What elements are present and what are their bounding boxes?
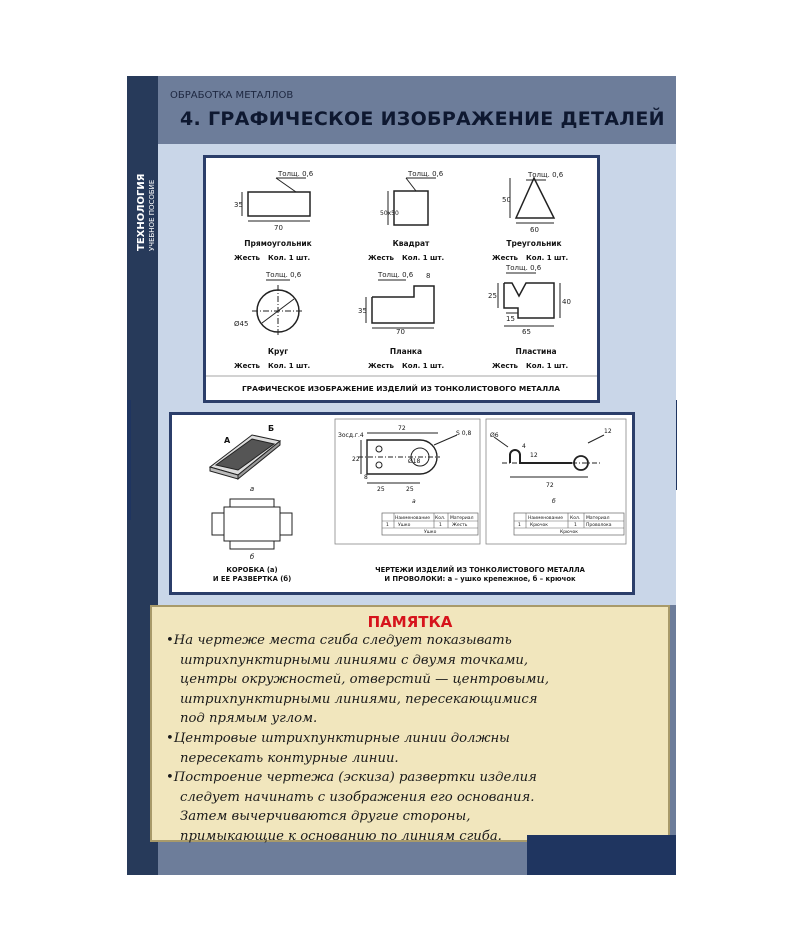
section-label: ОБРАБОТКА МЕТАЛЛОВ — [170, 90, 294, 101]
memo-p1-line5: под прямым углом. — [180, 711, 318, 727]
square-dim: 50х50 — [380, 210, 399, 217]
rect-dim-width: 70 — [274, 224, 283, 232]
ear-thickness: S 0,8 — [456, 430, 472, 437]
memo-box — [150, 605, 670, 842]
side-sub-label: УЧЕБНОЕ ПОСОБИЕ — [148, 179, 156, 251]
plate-dim-left: 25 — [488, 292, 497, 300]
hook-dim-length: 72 — [546, 482, 554, 489]
material-plate: Жесть — [492, 362, 518, 370]
circle-thickness: Толщ. 0,6 — [266, 271, 302, 279]
label-triangle: Треугольник — [506, 239, 562, 248]
label-rectangle: Прямоугольник — [244, 239, 312, 248]
ear-label-a: а — [412, 498, 416, 505]
memo-p1-line1: На чертеже места сгиба следует показывать — [173, 633, 512, 648]
ear-table-head-mat: Материал — [450, 516, 474, 521]
plank-dim-width: 70 — [396, 328, 405, 336]
hook-table-row: Крючок — [530, 523, 548, 528]
box-dim-b: Б — [268, 424, 275, 433]
memo-list — [166, 631, 656, 847]
label-circle: Круг — [267, 347, 289, 356]
qty-plate: Кол. 1 шт. — [526, 362, 569, 370]
bullet-2: • — [166, 730, 174, 746]
hook-table-mat: Проволока — [586, 523, 612, 528]
plank-dim-notch: 8 — [426, 272, 431, 280]
drawings-caption-2: И ПРОВОЛОКИ: а – ушко крепежное, б – крючок — [384, 575, 576, 583]
hook-table-head-mat: Материал — [586, 516, 610, 521]
sheet-metal-panel — [203, 155, 600, 403]
page-title: 4. ГРАФИЧЕСКОЕ ИЗОБРАЖЕНИЕ ДЕТАЛЕЙ — [180, 108, 665, 130]
plate-dim-notch: 15 — [506, 315, 515, 323]
qty-plank: Кол. 1 шт. — [402, 362, 445, 370]
hook-table-head-qty: Кол. — [570, 516, 581, 521]
side-main-label: ТЕХНОЛОГИЯ — [136, 173, 147, 251]
memo-item-2 — [166, 729, 656, 768]
ear-dim-right: 25 — [406, 486, 414, 493]
ear-dim-width: 72 — [398, 425, 406, 432]
material-square: Жесть — [368, 254, 394, 262]
ear-table-row: Ушко — [398, 523, 411, 528]
box-dim-a: А — [224, 436, 231, 445]
material-circle: Жесть — [234, 362, 260, 370]
ear-note: Зосд.г.4 — [338, 432, 364, 439]
hook-table-num: 1 — [518, 523, 521, 528]
plate-dim-width: 65 — [522, 328, 531, 336]
ear-table-mat: Жесть — [452, 523, 468, 528]
hook-dim-diameter: Ø6 — [490, 432, 499, 439]
drawings-svg — [172, 415, 632, 592]
triangle-thickness: Толщ. 0,6 — [528, 171, 564, 179]
ear-table-head-name: Наименование — [395, 516, 430, 521]
circle-dim: Ø45 — [234, 320, 249, 328]
hook-dim-4: 4 — [522, 443, 526, 450]
hook-table-title: Крючок — [560, 530, 578, 535]
memo-p3-line4: примыкающие к основанию по линиям сгиба. — [180, 828, 502, 844]
drawings-panel — [169, 412, 635, 595]
memo-p1-line4: штрихпунктирными линиями, пересекающимися — [180, 691, 538, 707]
memo-p3-line2: следует начинать с изображения его основания. — [180, 789, 535, 805]
memo-p2-line1: Центровые штрихпунктирные линии должны — [173, 730, 510, 746]
triangle-dim-base: 60 — [530, 226, 539, 234]
rect-thickness: Толщ. 0,6 — [278, 170, 314, 178]
memo-p1-line2: штрихпунктирными линиями с двумя точками, — [180, 652, 529, 668]
ear-table-num: 1 — [386, 523, 389, 528]
ear-table-title: Ушко — [424, 530, 437, 535]
side-title — [127, 76, 158, 256]
hook-table-qty: 1 — [574, 523, 577, 528]
material-rect: Жесть — [234, 254, 260, 262]
memo-p3-line3: Затем вычерчиваются другие стороны, — [180, 809, 471, 825]
qty-circle: Кол. 1 шт. — [268, 362, 311, 370]
panel1-caption: ГРАФИЧЕСКОЕ ИЗОБРАЖЕНИЕ ИЗДЕЛИЙ ИЗ ТОНКОЛИСТОВОГО МЕТАЛЛА — [241, 384, 561, 393]
material-triangle: Жесть — [492, 254, 518, 262]
sheet-metal-drawings — [206, 158, 597, 400]
ear-dim-height: 22 — [352, 456, 360, 463]
memo-p3-line1: Построение чертежа (эскиза) развертки изделия — [173, 770, 537, 786]
box-label-a: а — [249, 485, 255, 493]
hook-dim-12: 12 — [530, 452, 538, 459]
label-square: Квадрат — [392, 239, 430, 248]
hook-label-b: б — [552, 498, 556, 505]
box-caption-1: КОРОБКА (а) — [226, 566, 278, 574]
qty-square: Кол. 1 шт. — [402, 254, 445, 262]
hook-dim-ring: 12 — [604, 428, 612, 435]
triangle-dim-height: 50 — [502, 196, 511, 204]
memo-title: ПАМЯТКА — [367, 613, 453, 631]
plate-dim-right: 40 — [562, 298, 571, 306]
label-plank: Планка — [389, 347, 423, 356]
memo-item-1 — [166, 631, 656, 729]
box-caption-2: И ЕЕ РАЗВЕРТКА (б) — [212, 575, 292, 583]
memo-p1-line3: центры окружностей, отверстий — центровыми, — [180, 672, 550, 688]
ear-dim-left: 25 — [377, 486, 385, 493]
bullet-1: • — [166, 633, 174, 648]
hook-table-head-name: Наименование — [528, 516, 563, 521]
qty-rect: Кол. 1 шт. — [268, 254, 311, 262]
label-plate: Пластина — [515, 347, 557, 356]
ear-dim-diameter: Ø18 — [408, 458, 421, 465]
corner-decor — [527, 835, 676, 875]
material-plank: Жесть — [368, 362, 394, 370]
left-tab — [127, 400, 131, 520]
ear-table-qty: 1 — [439, 523, 442, 528]
rect-dim-height: 35 — [234, 201, 243, 209]
ear-table-head-qty: Кол. — [435, 516, 446, 521]
bullet-3: • — [166, 770, 174, 786]
plate-thickness: Толщ. 0,6 — [506, 264, 542, 272]
drawings-caption-1: ЧЕРТЕЖИ ИЗДЕЛИЙ ИЗ ТОНКОЛИСТОВОГО МЕТАЛЛА — [375, 566, 585, 574]
box-label-b: б — [249, 553, 255, 561]
plank-dim-height: 35 — [358, 307, 367, 315]
ear-dim-hole: 8 — [364, 474, 368, 481]
memo-p2-line2: пересекать контурные линии. — [180, 750, 399, 766]
square-thickness: Толщ. 0,6 — [408, 170, 444, 178]
plank-thickness: Толщ. 0,6 — [378, 271, 414, 279]
qty-triangle: Кол. 1 шт. — [526, 254, 569, 262]
